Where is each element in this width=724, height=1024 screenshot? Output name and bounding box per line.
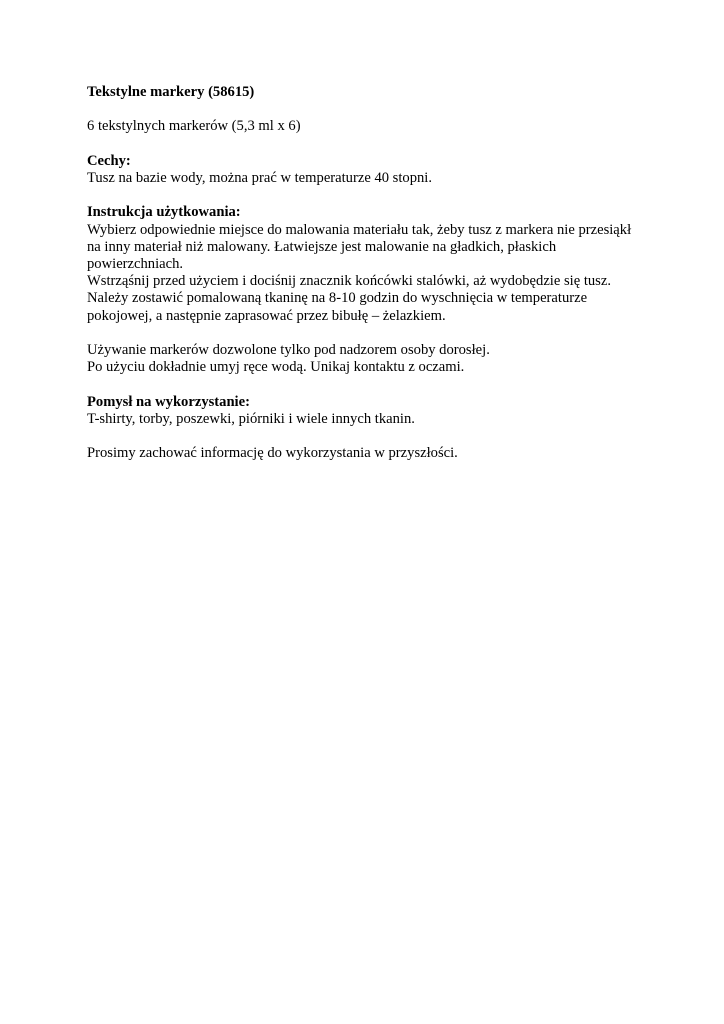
safety-text xyxy=(87,342,647,376)
instructions-line: Wybierz odpowiednie miejsce do malowania materiału tak, żeby tusz z markera nie przesiąkł xyxy=(87,221,632,238)
spacer xyxy=(87,325,647,342)
spacer xyxy=(87,428,647,445)
instructions-line: Należy zostawić pomalowaną tkaninę na 8-10 godzin do wyschnięcia w temperaturze xyxy=(87,290,588,307)
safety-line: Po użyciu dokładnie umyj ręce wodą. Unikaj kontaktu z oczami. xyxy=(87,359,465,376)
spacer xyxy=(87,101,647,118)
spacer xyxy=(87,136,647,153)
footer-note: Prosimy zachować informację do wykorzystania w przyszłości. xyxy=(87,445,458,462)
document-content xyxy=(87,84,647,462)
instructions-text xyxy=(87,222,647,325)
features-heading: Cechy: xyxy=(87,152,131,169)
document-title: Tekstylne markery (58615) xyxy=(87,84,255,100)
product-description: 6 tekstylnych markerów (5,3 ml x 6) xyxy=(87,118,301,135)
ideas-text: T-shirty, torby, poszewki, piórniki i wiele innych tkanin. xyxy=(87,410,415,427)
instructions-line: Wstrząśnij przed użyciem i dociśnij znacznik końcówki stalówki, aż wydobędzie się tusz. xyxy=(87,273,611,290)
instructions-heading: Instrukcja użytkowania: xyxy=(87,204,241,221)
instructions-line: powierzchniach. xyxy=(87,255,184,272)
instructions-line: pokojowej, a następnie zaprasować przez bibułę – żelazkiem. xyxy=(87,307,446,324)
spacer xyxy=(87,187,647,204)
instructions-line: na inny materiał niż malowany. Łatwiejsze jest malowanie na gładkich, płaskich xyxy=(87,238,557,255)
safety-line: Używanie markerów dozwolone tylko pod nadzorem osoby dorosłej. xyxy=(87,341,490,358)
spacer xyxy=(87,376,647,393)
ideas-heading: Pomysł na wykorzystanie: xyxy=(87,393,250,410)
features-text: Tusz na bazie wody, można prać w temperaturze 40 stopni. xyxy=(87,169,433,186)
